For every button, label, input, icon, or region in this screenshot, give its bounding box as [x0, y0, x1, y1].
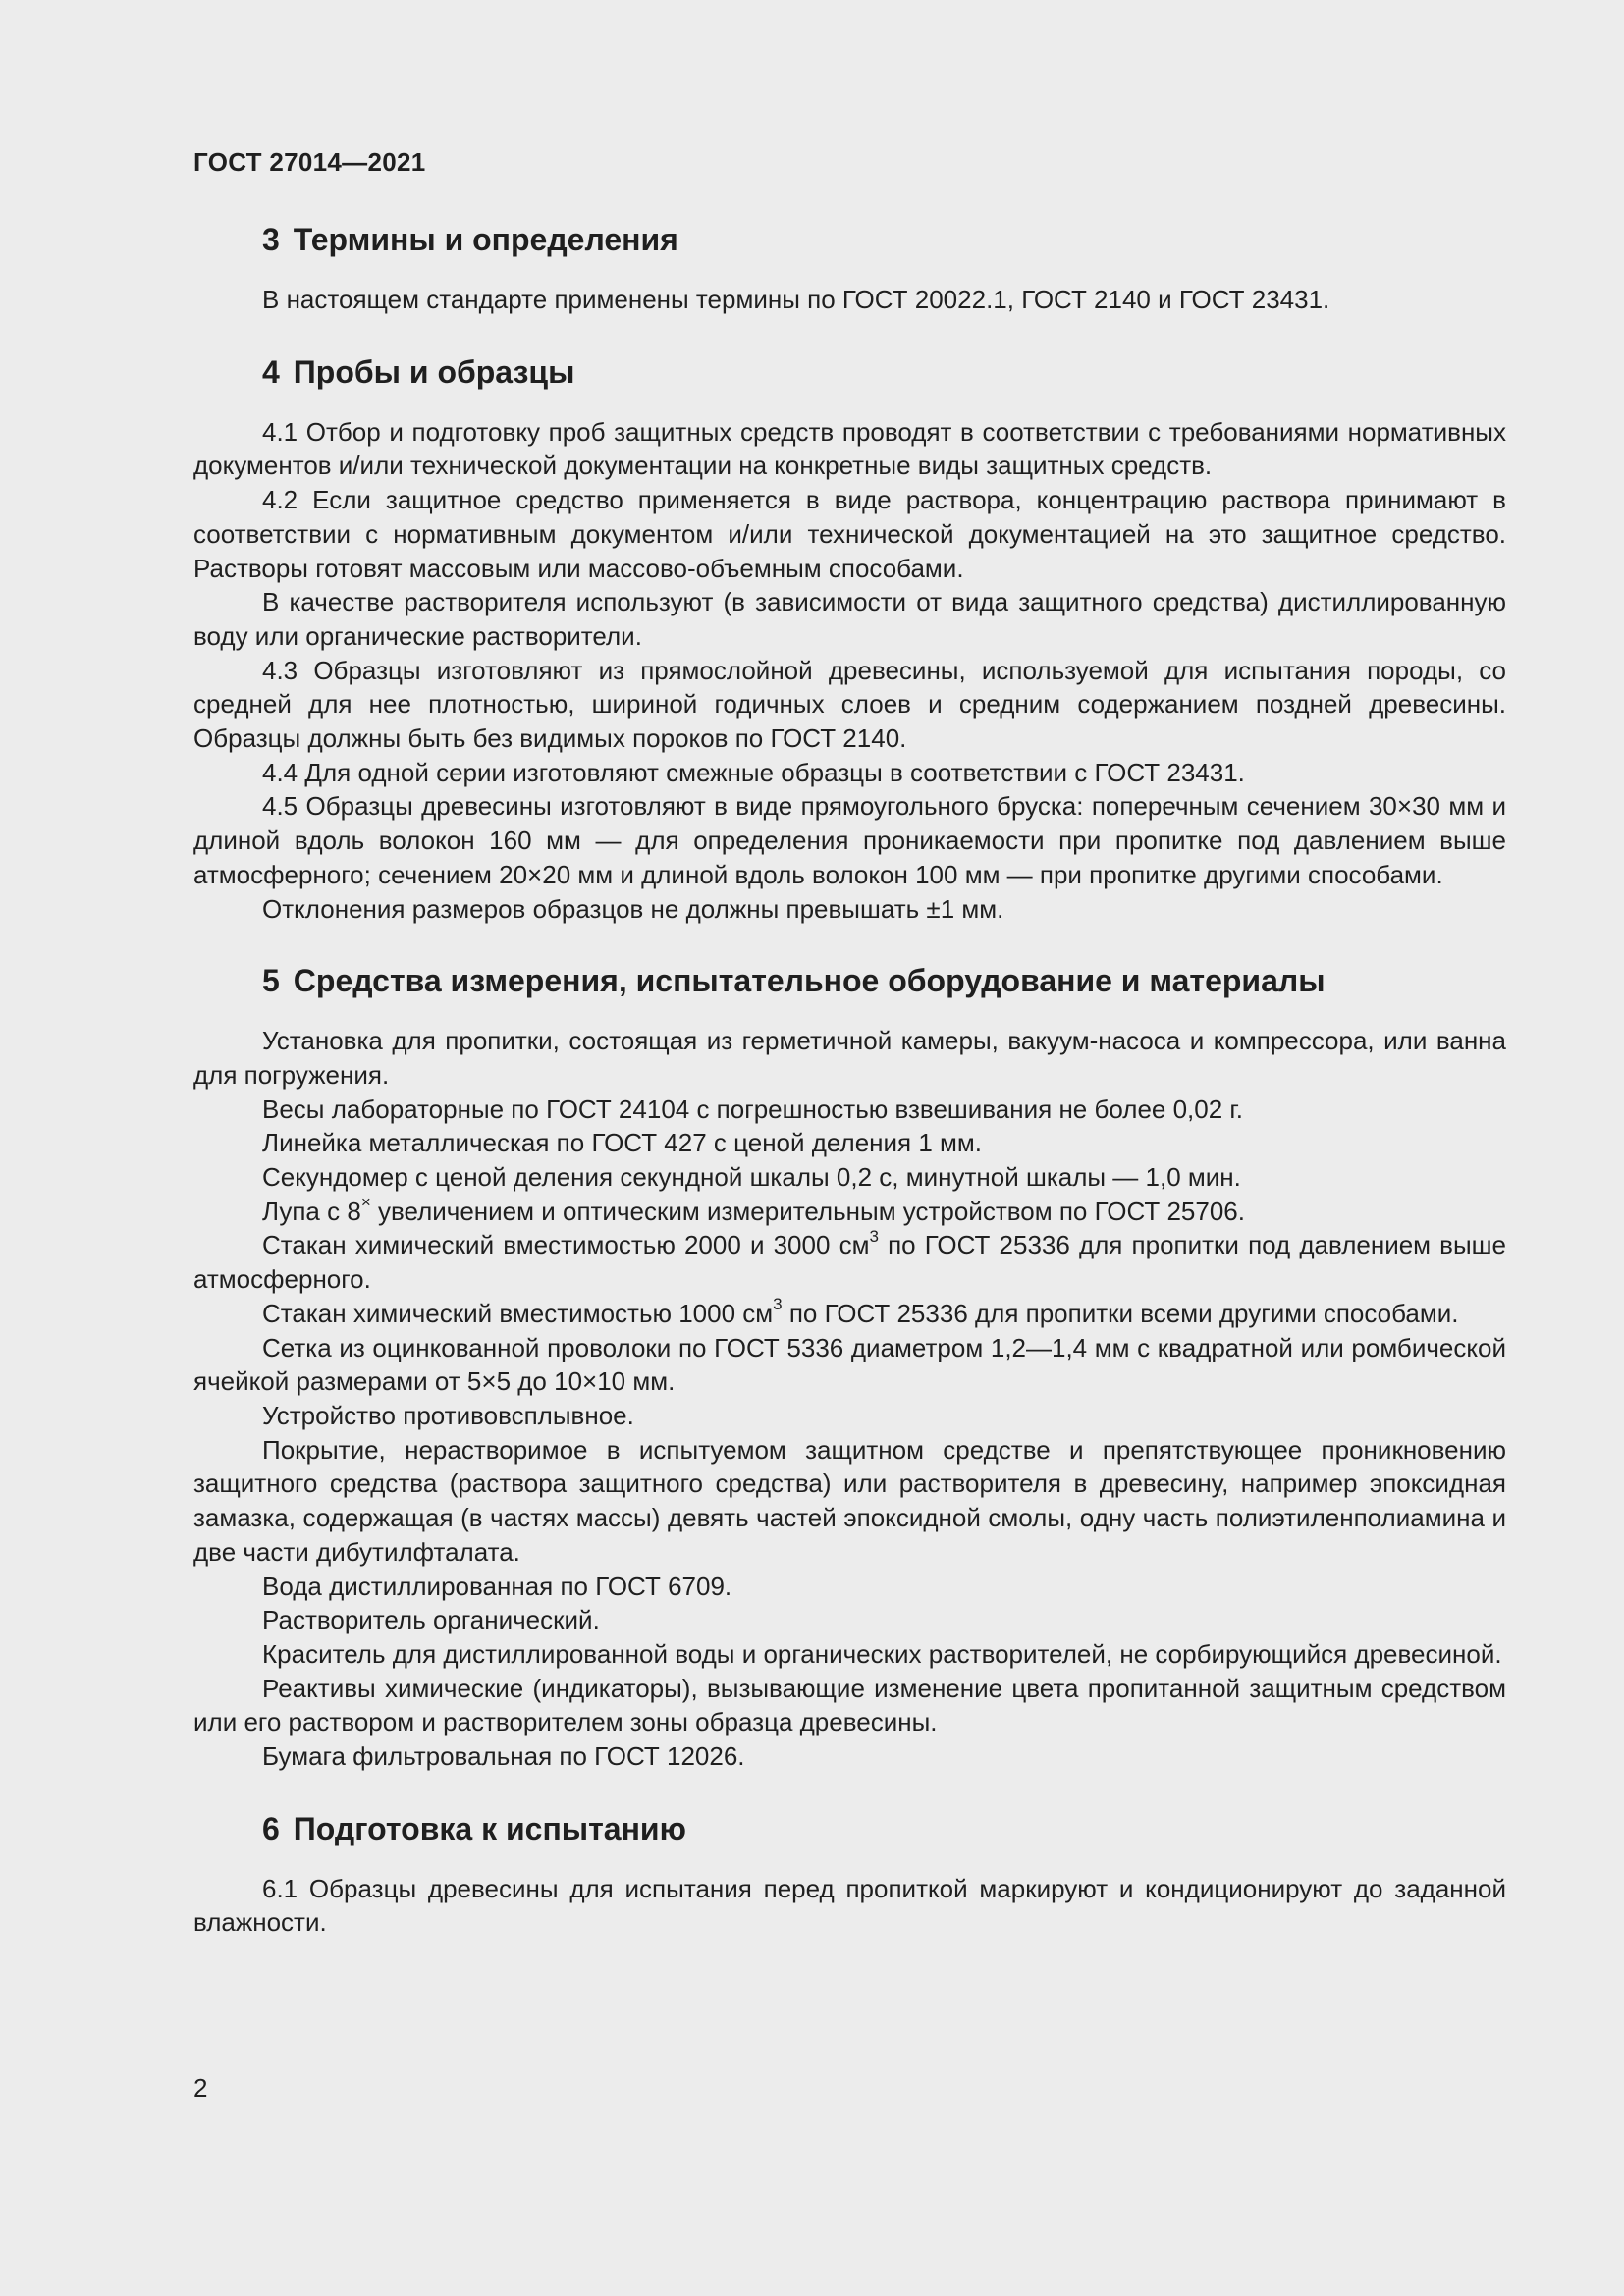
superscript: × — [360, 1193, 371, 1212]
paragraph: В настоящем стандарте применены термины по ГОСТ 20022.1, ГОСТ 2140 и ГОСТ 23431. — [262, 285, 1330, 314]
section-title: Подготовка к испытанию — [293, 1810, 686, 1846]
paragraph: 4.5 Образцы древесины изготовляют в виде прямоугольного бруска: поперечным сечением 30×30 мм и длиной вдоль волокон 160 мм — для определения проникаемости при пропитке под давлением выше атмосферного; сечением 20×20 мм и длиной вдоль волокон 100 мм — при пропитке другими способами. — [193, 791, 1506, 889]
section-5-heading — [193, 959, 1506, 1002]
paragraph: Устройство противовсплывное. — [262, 1400, 634, 1430]
paragraph: 4.2 Если защитное средство применяется в виде раствора, концентрацию раствора принимают в соответствии с нормативным документом и/или технической документацией на это защитное средство. Растворы готовят массовым или массово-объемным способами. — [193, 485, 1506, 583]
document-header: ГОСТ 27014—2021 — [193, 147, 426, 177]
paragraph: Секундомер с ценой деления секундной шкалы 0,2 с, минутной шкалы — 1,0 мин. — [262, 1162, 1241, 1193]
section-number: 5 — [262, 963, 280, 999]
paragraph: Реактивы химические (индикаторы), вызывающие изменение цвета пропитанной защитным средством или его раствором и растворителем зоны образца древесины. — [193, 1673, 1506, 1737]
document-body — [193, 218, 1506, 1940]
paragraph: В качестве растворителя используют (в зависимости от вида защитного средства) дистиллированную воду или органические растворители. — [193, 587, 1506, 651]
section-number: 3 — [262, 222, 280, 257]
page-number: 2 — [193, 2073, 208, 2103]
section-6-heading — [193, 1807, 1506, 1850]
text-run: по ГОСТ 25336 для пропитки под давлением выше атмосферного. — [193, 1230, 1507, 1295]
text-run: Стакан химический вместимостью 2000 и 3000 см — [262, 1230, 870, 1260]
paragraph: Весы лабораторные по ГОСТ 24104 с погрешностью взвешивания не более 0,02 г. — [262, 1094, 1243, 1124]
section-3-heading — [193, 218, 1506, 261]
section-number: 4 — [262, 353, 280, 390]
paragraph: Сетка из оцинкованной проволоки по ГОСТ 5336 диаметром 1,2—1,4 мм с квадратной или ромбической ячейкой размерами от 5×5 до 10×10 мм. — [193, 1332, 1506, 1397]
superscript: 3 — [869, 1226, 879, 1246]
paragraph: 6.1 Образцы древесины для испытания перед пропиткой маркируют и кондиционируют до заданной влажности. — [193, 1873, 1506, 1938]
paragraph: Покрытие, нерастворимое в испытуемом защитном средстве и препятствующее проникновению защитного средства (раствора защитного средства) или растворителя в древесину, например эпоксидная замазка, содержащая (в частях массы) девять частей эпоксидной смолы, одну часть полиэтиленполиамина и две части дибутилфталата. — [193, 1434, 1506, 1567]
paragraph-beaker-small — [193, 1297, 1506, 1331]
paragraph: 4.3 Образцы изготовляют из прямослойной древесины, используемой для испытания породы, со средней для нее плотностью, шириной годичных слоев и средним содержанием поздней древесины. Образцы должны быть без видимых пороков по ГОСТ 2140. — [193, 655, 1506, 754]
section-title: Пробы и образцы — [293, 353, 575, 390]
paragraph: Отклонения размеров образцов не должны превышать ±1 мм. — [262, 893, 1004, 924]
paragraph: Установка для пропитки, состоящая из герметичной камеры, вакуум-насоса и компрессора, или ванна для погружения. — [193, 1026, 1506, 1090]
paragraph: Бумага фильтровальная по ГОСТ 12026. — [262, 1741, 745, 1772]
paragraph: Вода дистиллированная по ГОСТ 6709. — [262, 1571, 732, 1601]
paragraph: Линейка металлическая по ГОСТ 427 с ценой деления 1 мм. — [262, 1128, 983, 1158]
superscript: 3 — [773, 1295, 783, 1314]
paragraph: 4.1 Отбор и подготовку проб защитных средств проводят в соответствии с требованиями нормативных документов и/или технической документации на конкретные виды защитных средств. — [193, 416, 1506, 481]
paragraph-beaker-large — [193, 1228, 1506, 1296]
text-run: Лупа с 8 — [262, 1196, 361, 1226]
text-run: увеличением и оптическим измерительным устройством по ГОСТ 25706. — [370, 1196, 1245, 1226]
text-run: Стакан химический вместимостью 1000 см — [262, 1298, 774, 1328]
paragraph-loupe — [193, 1195, 1506, 1229]
section-title: Средства измерения, испытательное оборудование и материалы — [293, 963, 1326, 999]
paragraph: Растворитель органический. — [262, 1605, 600, 1635]
paragraph: 4.4 Для одной серии изготовляют смежные образцы в соответствии с ГОСТ 23431. — [262, 757, 1245, 787]
section-number: 6 — [262, 1810, 280, 1846]
section-title: Термины и определения — [293, 222, 678, 257]
section-4-heading — [193, 350, 1506, 394]
paragraph: Краситель для дистиллированной воды и органических растворителей, не сорбирующийся древесиной. — [262, 1638, 1502, 1669]
text-run: по ГОСТ 25336 для пропитки всеми другими способами. — [782, 1298, 1459, 1328]
